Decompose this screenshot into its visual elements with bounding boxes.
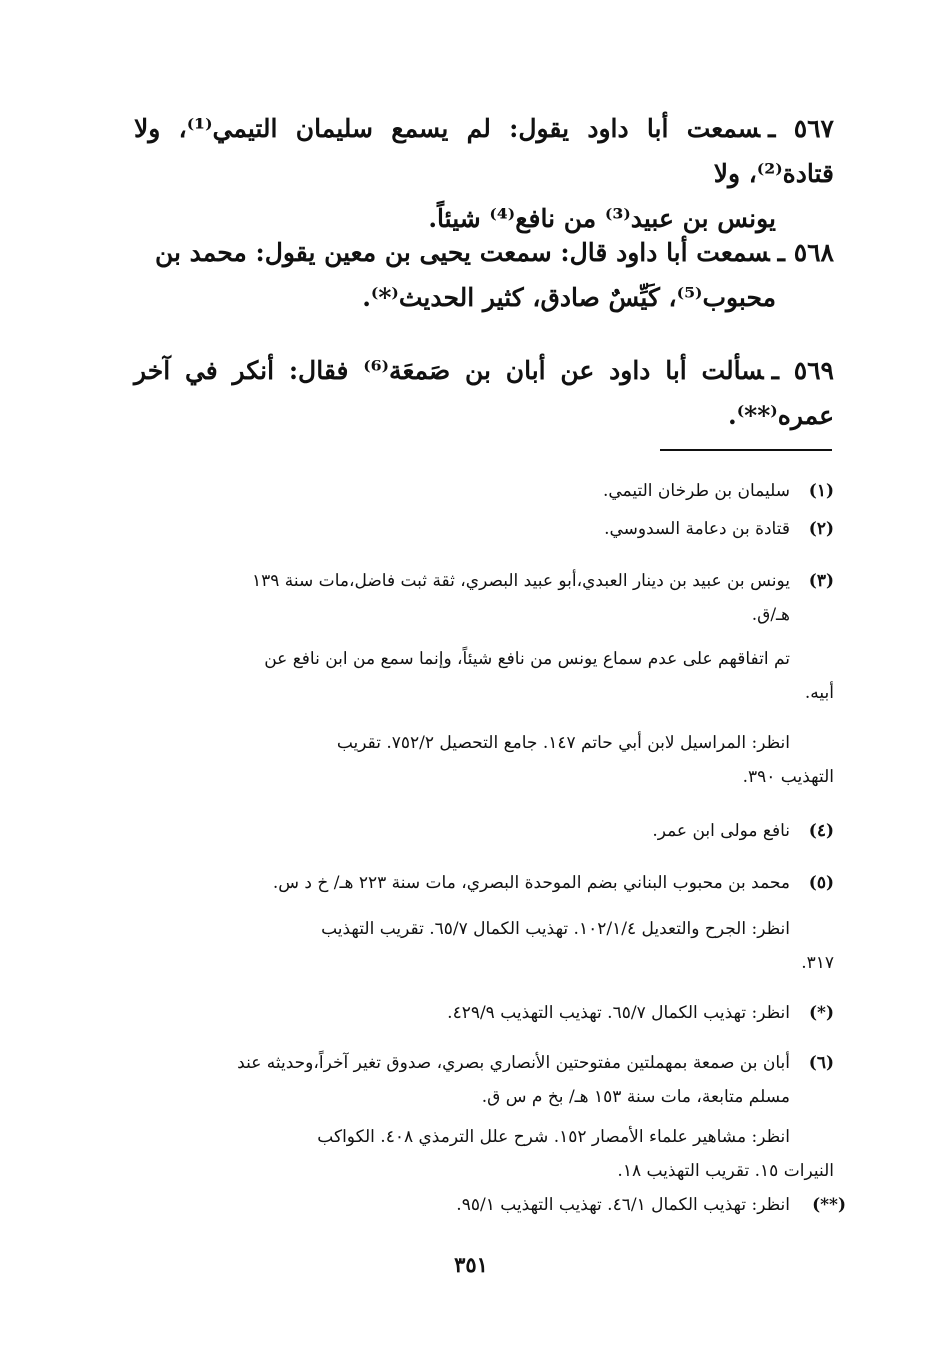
footnote-3-paragraph-2 xyxy=(132,642,834,710)
footnote-3 xyxy=(132,564,834,632)
footnote-text: هـ/ق. xyxy=(751,605,790,625)
footnote-separator xyxy=(660,449,832,451)
footnote-text: يونس بن عبيد بن دينار العبدي،أبو عبيد البصري، ثقة ثبت فاضل،مات سنة ١٣٩ xyxy=(251,571,790,591)
footnote-marker: (*) xyxy=(809,1003,834,1023)
footnote-text: قتادة بن دعامة السدوسي. xyxy=(604,519,790,539)
entry-text-line: سمعت أبا داود يقول: لم يسمع سليمان التيمي⁽¹⁾، ولا قتادة⁽²⁾، ولا xyxy=(134,114,834,188)
footnote-star xyxy=(132,996,834,1030)
entry-text-line: محبوب⁽⁵⁾، كَيِّسٌ صادق، كثير الحديث⁽*⁾. xyxy=(362,283,776,312)
footnote-text: انظر: المراسيل لابن أبي حاتم ١٤٧. جامع التحصيل ٧٥٢/٢. تقريب xyxy=(336,733,790,753)
footnote-marker: (٣) xyxy=(808,571,834,591)
entry-number: ٥٦٩ ـ xyxy=(771,356,834,385)
footnote-text: النيرات ١٥. تقريب التهذيب ١٨. xyxy=(617,1161,834,1181)
footnote-1 xyxy=(132,474,834,508)
footnote-text: ٣١٧. xyxy=(801,953,834,973)
footnote-marker: (٦) xyxy=(808,1053,834,1073)
entry-text-line: سألت أبا داود عن أبان بن صَمعَة⁽⁶⁾ فقال: أنكر في آخر عمره⁽**⁾. xyxy=(134,356,834,430)
entry-569 xyxy=(134,348,834,438)
footnote-text: أبيه. xyxy=(804,683,834,703)
footnote-marker: (٤) xyxy=(808,821,834,841)
footnote-text: انظر: الجرح والتعديل ١٠٢/١/٤. تهذيب الكمال ٦٥/٧. تقريب التهذيب xyxy=(321,919,790,939)
footnote-marker: (**) xyxy=(812,1195,846,1215)
footnote-6-paragraph-2 xyxy=(132,1120,834,1188)
footnote-text: انظر: مشاهير علماء الأمصار ١٥٢. شرح علل الترمذي ٤٠٨. الكواكب xyxy=(317,1127,790,1147)
entry-568 xyxy=(134,230,834,320)
footnote-4 xyxy=(132,814,834,848)
footnote-5 xyxy=(132,866,834,900)
footnote-text: التهذيب ٣٩٠. xyxy=(742,767,834,787)
footnote-5-paragraph-2 xyxy=(132,912,834,980)
footnote-text: مسلم متابعة، مات سنة ١٥٣ هـ/ بخ م س ق. xyxy=(481,1087,790,1107)
entry-567 xyxy=(134,106,834,241)
entry-text-line: سمعت أبا داود قال: سمعت يحيى بن معين يقول: محمد بن xyxy=(154,238,770,267)
footnote-text: انظر: تهذيب الكمال ٦٥/٧. تهذيب التهذيب ٤٢٩/٩. xyxy=(447,1003,790,1023)
entry-text-line: يونس بن عبيد⁽³⁾ من نافع⁽⁴⁾ شيئاً. xyxy=(428,204,776,233)
footnote-marker: (١) xyxy=(808,481,834,501)
entry-number: ٥٦٨ ـ xyxy=(777,238,834,267)
footnote-text: سليمان بن طرخان التيمي. xyxy=(602,481,790,501)
footnote-marker: (٥) xyxy=(808,873,834,893)
footnote-6 xyxy=(132,1046,834,1114)
footnote-2 xyxy=(132,512,834,546)
footnote-text: تم اتفاقهم على عدم سماع يونس من نافع شيئاً، وإنما سمع من ابن نافع عن xyxy=(264,649,790,669)
footnote-double-star xyxy=(132,1188,846,1222)
footnote-text: انظر: تهذيب الكمال ٤٦/١. تهذيب التهذيب ٩٥/١. xyxy=(456,1195,790,1215)
footnote-3-paragraph-3 xyxy=(132,726,834,794)
footnote-text: نافع مولى ابن عمر. xyxy=(652,821,790,841)
footnote-text: محمد بن محبوب البناني بضم الموحدة البصري، مات سنة ٢٢٣ هـ/ خ د س. xyxy=(272,873,790,893)
page-number: ٣٥١ xyxy=(454,1252,488,1277)
footnote-text: أبان بن صمعة بمهملتين مفتوحتين الأنصاري بصري، صدوق تغير آخراً،وحديثه عند xyxy=(237,1053,790,1073)
footnote-marker: (٢) xyxy=(808,519,834,539)
entry-number: ٥٦٧ ـ xyxy=(768,114,834,143)
